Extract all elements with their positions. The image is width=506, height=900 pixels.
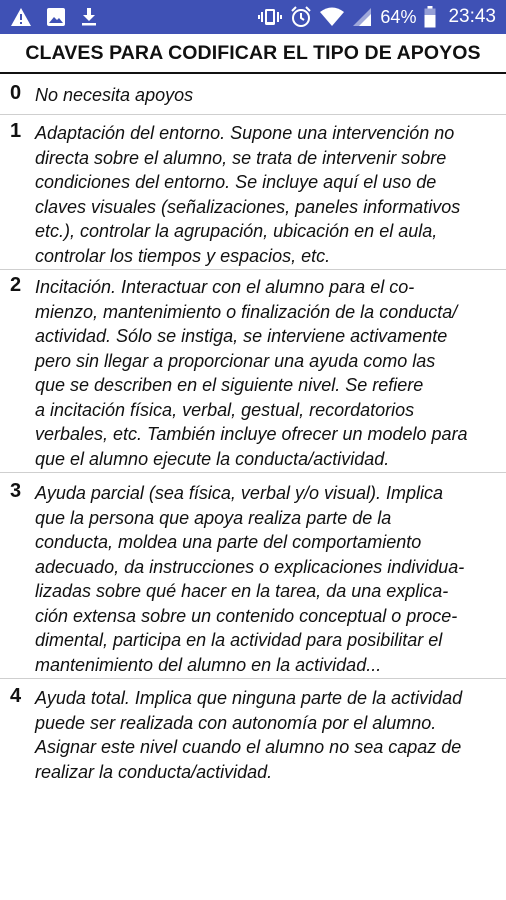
description-line: realizar la conducta/actividad. [35, 761, 273, 782]
description-line: verbales, etc. También incluye ofrecer un modelo para [35, 424, 468, 444]
description-line: Asignar este nivel cuando el alumno no sea capaz de [35, 737, 462, 757]
image-icon [46, 7, 66, 27]
support-level-number: 4 [10, 685, 22, 707]
description-line: dimental, participa en la actividad para posibilitar el [35, 630, 443, 650]
description-line: Ayuda total. Implica que ninguna parte de la actividad [35, 688, 463, 708]
description-line: mienzo, mantenimiento o finalización de la conducta/ [35, 301, 458, 322]
description-line: directa sobre el alumno, se trata de intervenir sobre [35, 147, 447, 168]
support-level-number: 2 [10, 274, 22, 296]
description-line: Incitación. Interactuar con el alumno para el co- [35, 277, 415, 297]
signal-icon [352, 7, 372, 27]
description-line: Ayuda parcial (sea física, verbal y/o visual). Implica [35, 483, 444, 503]
description-line: controlar los tiempos y espacios, etc. [35, 245, 331, 266]
support-level-description [35, 686, 506, 784]
description-line: lizadas sobre qué hacer en la tarea, da una explica- [35, 581, 449, 601]
divider [0, 472, 506, 473]
download-icon [80, 7, 98, 27]
divider [0, 678, 506, 679]
status-bar-system [258, 6, 496, 28]
support-level-description [35, 481, 506, 677]
description-line: conducta, moldea una parte del comportamiento [35, 532, 422, 552]
page-title: CLAVES PARA CODIFICAR EL TIPO DE APOYOS [25, 41, 481, 64]
description-line: a incitación física, verbal, gestual, recordatorios [35, 399, 415, 420]
clock: 23:43 [448, 6, 496, 27]
description-line: adecuado, da instrucciones o explicaciones individua- [35, 556, 465, 577]
description-line: Adaptación del entorno. Supone una intervención no [35, 123, 455, 143]
description-line: claves visuales (señalizaciones, paneles informativos [35, 196, 461, 217]
wifi-icon [320, 7, 344, 27]
warning-icon [10, 7, 32, 27]
support-level-description [35, 83, 506, 108]
description-line: que el alumno ejecute la conducta/actividad. [35, 448, 390, 469]
description-line: que se describen en el siguiente nivel. Se refiere [35, 375, 424, 395]
support-level-description [35, 275, 506, 471]
alarm-icon [290, 6, 312, 28]
support-level-number: 1 [10, 120, 22, 142]
description-line: puede ser realizada con autonomía por el alumno. [35, 712, 437, 733]
status-bar [0, 0, 506, 34]
description-line: actividad. Sólo se instiga, se interviene activamente [35, 326, 448, 346]
description-line: que la persona que apoya realiza parte de la [35, 507, 392, 528]
description-line: etc.), controlar la agrupación, ubicación en el aula, [35, 221, 438, 241]
battery-icon [424, 6, 436, 28]
description-line: condiciones del entorno. Se incluye aquí el uso de [35, 172, 437, 192]
status-bar-notifications [10, 7, 98, 27]
description-line: No necesita apoyos [35, 85, 194, 105]
divider [0, 269, 506, 270]
support-codes-list [0, 80, 506, 900]
support-level-description [35, 121, 506, 268]
battery-percentage: 64% [380, 6, 417, 27]
vibrate-icon [258, 7, 282, 27]
description-line: ción extensa sobre un contenido conceptual o proce- [35, 605, 458, 626]
description-line: pero sin llegar a proporcionar una ayuda como las [35, 350, 436, 371]
page-header [0, 34, 506, 74]
support-level-number: 3 [10, 480, 22, 502]
description-line: mantenimiento del alumno en la actividad... [35, 654, 382, 675]
support-level-number: 0 [10, 82, 22, 104]
divider [0, 114, 506, 115]
